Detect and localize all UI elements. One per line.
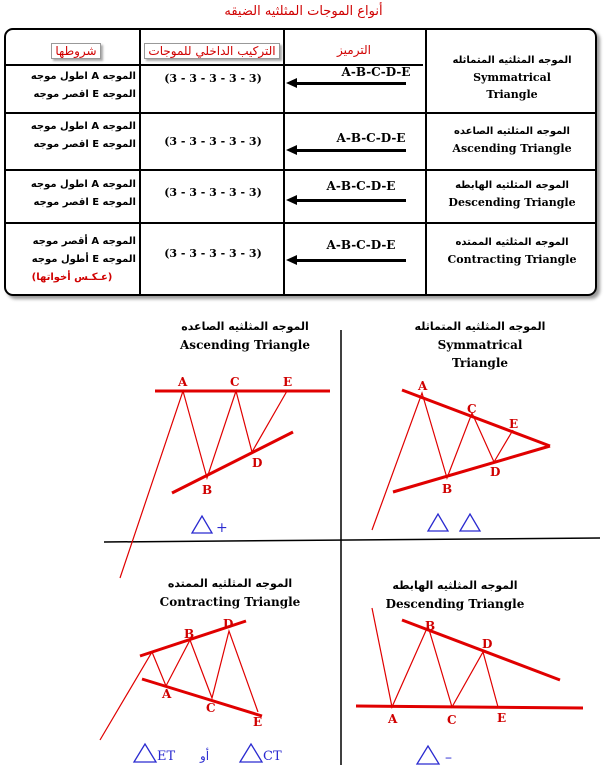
wave-label-e: E — [509, 417, 519, 431]
row-ascending-name: الموجه المثلثيه الصاعده Ascending Triangle — [452, 126, 572, 155]
wave-label-b: B — [442, 482, 453, 496]
header-conditions: شروطها — [36, 44, 116, 58]
ascending-diagram-title: الموجه المثلثيه الصاعده Ascending Triangle — [180, 320, 310, 352]
triangle-icon — [417, 746, 439, 764]
contracting-diagram-title: الموجه المثلثيه الممتده Contracting Triangle — [159, 577, 301, 609]
label-or: أو — [200, 749, 210, 763]
wave-label-a: A — [178, 375, 188, 389]
wave-label-a: A — [388, 712, 398, 726]
row-contracting-conditions: الموجه A أقصر موجه الموجه E أطول موجه (عـكـس أخواتها) — [31, 236, 136, 283]
wave-label-c: C — [467, 402, 477, 416]
triangle-icon — [428, 514, 448, 531]
row-ascending-conditions: الموجه A اطول موجه الموجه E اقصر موجه — [30, 121, 136, 150]
descending-diagram-title: الموجه المثلثيه الهابطه Descending Triangle — [385, 579, 525, 611]
symmetrical-diagram-title: الموجه المثلثيه المتماثله Symmatrical Triangle — [414, 320, 546, 370]
row-contracting-structure: (3 - 3 - 3 - 3 - 3) — [164, 247, 262, 260]
support-line — [172, 432, 293, 493]
row-symmetrical-name: الموجه المثلثيه المتماثله Symmatrical Triangle — [452, 55, 572, 101]
header-code: الترميز — [337, 43, 371, 57]
row-symmetrical-code: A-B-C-D-E — [341, 65, 411, 79]
label-ct: CT — [263, 749, 282, 764]
contracting-triangle-diagram — [100, 617, 282, 764]
lower-trend-line — [142, 679, 262, 716]
row-ascending-code: A-B-C-D-E — [336, 131, 406, 145]
row-contracting-code: A-B-C-D-E — [326, 238, 396, 252]
ascending-triangle-diagram — [120, 375, 330, 578]
wave-label-d: D — [252, 456, 263, 470]
wave-label-d: D — [482, 637, 493, 651]
lower-trend-line — [393, 446, 550, 492]
wave-path — [100, 631, 258, 740]
row-descending-code: A-B-C-D-E — [326, 179, 396, 193]
descending-sign: – — [445, 750, 452, 766]
row-descending-structure: (3 - 3 - 3 - 3 - 3) — [164, 186, 262, 199]
wave-label-e: E — [283, 375, 293, 389]
row-ascending-structure: (3 - 3 - 3 - 3 - 3) — [164, 135, 262, 148]
wave-label-e: E — [497, 711, 507, 725]
wave-label-b: B — [425, 619, 436, 633]
wave-label-a: A — [162, 687, 172, 701]
wave-label-d: D — [490, 465, 501, 479]
descending-triangle-diagram — [356, 608, 583, 766]
symmetrical-triangle-diagram — [372, 379, 550, 531]
page-title: أنواع الموجات المثلثيه الضيقه — [224, 4, 383, 19]
wave-label-d: D — [223, 617, 234, 631]
wave-label-c: C — [230, 375, 240, 389]
row-symmetrical-conditions: الموجه A اطول موجه الموجه E اقصر موجه — [30, 71, 136, 100]
header-structure: التركيب الداخلي للموجات — [144, 44, 280, 58]
triangle-icon — [192, 516, 212, 533]
quadrant-divider-horizontal — [104, 538, 600, 542]
support-line — [356, 706, 583, 708]
row-descending-conditions: الموجه A اطول موجه الموجه E اقصر موجه — [30, 179, 136, 208]
triangle-icon — [134, 744, 156, 762]
triangle-icon — [460, 514, 480, 531]
ascending-sign: + — [216, 520, 228, 536]
row-contracting-name: الموجه المثلثيه الممتده Contracting Triangle — [447, 237, 577, 266]
row-descending-name: الموجه المثلثيه الهابطه Descending Triangle — [448, 180, 576, 209]
triangle-icon — [240, 744, 262, 762]
wave-label-e: E — [253, 715, 263, 729]
wave-label-b: B — [202, 483, 213, 497]
wave-label-c: C — [447, 713, 457, 727]
wave-label-b: B — [184, 627, 195, 641]
wave-label-c: C — [206, 701, 216, 715]
row-symmetrical-structure: (3 - 3 - 3 - 3 - 3) — [164, 72, 262, 85]
label-et: ET — [157, 749, 176, 764]
wave-label-a: A — [418, 379, 428, 393]
